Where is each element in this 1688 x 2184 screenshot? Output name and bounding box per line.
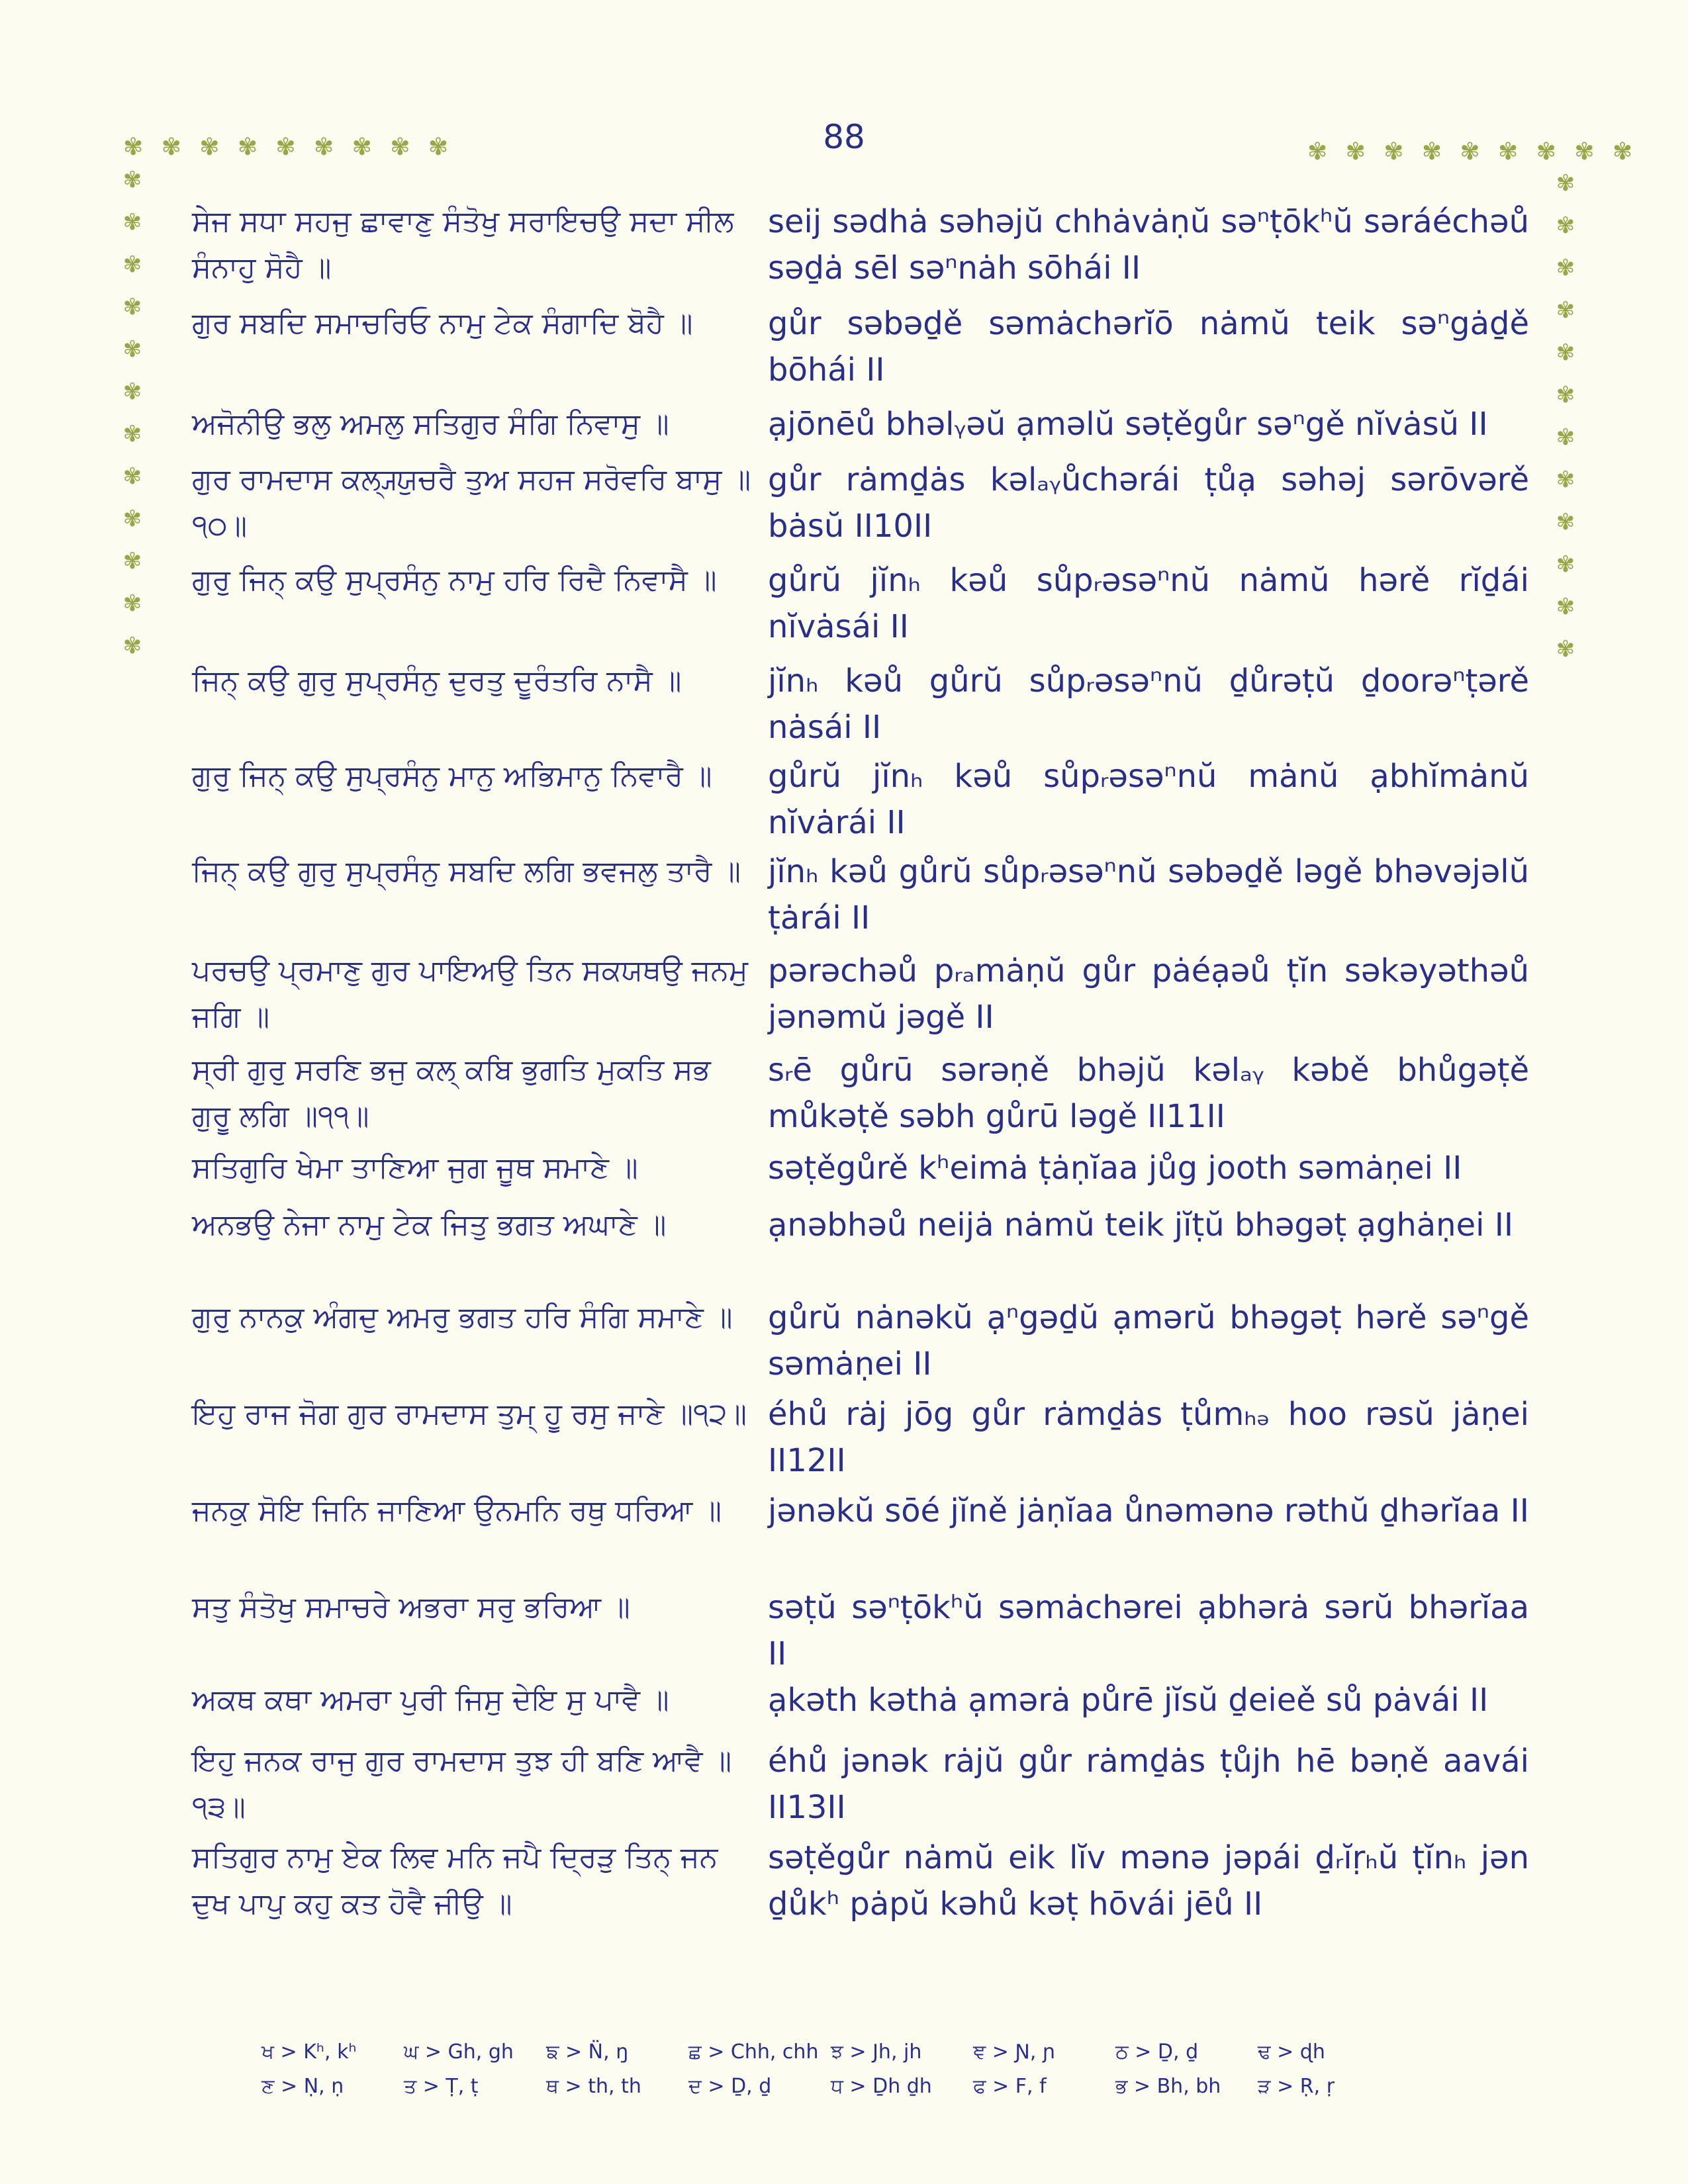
ornament-left-column: ✾ ✾ ✾ ✾ ✾ ✾ ✾ ✾ ✾ ✾ ✾ ✾: [122, 167, 142, 659]
verse-row: [192, 1047, 1529, 1145]
transliteration-line: seij sədhȧ səhəjŭ chhȧvȧṇŭ səⁿṭōkʰŭ səráéchəů səḏȧ sēl səⁿnȧh sōhái II: [768, 203, 1529, 287]
legend-row: [261, 2070, 1453, 2104]
legend-item: ਠ > Ḏ, ḏ: [1115, 2040, 1199, 2064]
transliteration-line: səṭŭ səⁿṭōkʰŭ səmȧchərei ạbhərȧ sərŭ bhərĭaa II: [768, 1589, 1529, 1672]
gurmukhi-line: ਜਨਕੁ ਸੋਇ ਜਿਨਿ ਜਾਣਿਆ ਉਨਮਨਿ ਰਥੁ ਧਰਿਆ ॥: [192, 1494, 722, 1527]
transliteration-line: gůrŭ jĭnₕ kəů sůpᵣəsəⁿnŭ mȧnŭ ạbhĭmȧnŭ nĭvȧrái II: [768, 758, 1529, 841]
gurmukhi-line: ਅਜੋਨੀਉ ਭਲੁ ਅਮਲੁ ਸਤਿਗੁਰ ਸੰਗਿ ਨਿਵਾਸੁ ॥: [192, 407, 669, 441]
legend-item: ਫ > F, f: [973, 2075, 1047, 2098]
gurmukhi-line: ਇਹੁ ਰਾਜ ਜੋਗ ਗੁਰ ਰਾਮਦਾਸ ਤੁਮ੍ ਹੂ ਰਸੁ ਜਾਣੇ ॥੧੨॥: [192, 1397, 747, 1431]
transliteration-line: gůrŭ nȧnəkŭ ạⁿgəḏŭ ạmərŭ bhəgəṭ hərě səⁿgě səmȧṇei II: [768, 1299, 1529, 1383]
transliteration-line: jənəkŭ sōé jĭně jȧṇĭaa ůnəmənə rəthŭ ḏhərĭaa II: [768, 1492, 1529, 1529]
gurmukhi-line: ਗੁਰੁ ਜਿਨ੍ ਕਉ ਸੁਪ੍ਰਸੰਨੁ ਮਾਨੁ ਅਭਿਮਾਨੁ ਨਿਵਾਰੈ ॥: [192, 759, 712, 793]
legend-item: ਙ > N̈, ŋ: [546, 2040, 629, 2064]
transliteration-line: pərəchəů pᵣₐmȧṇŭ gůr pȧéạəů ṭĭn səkəyəthəů jənəmŭ jəgě II: [768, 952, 1529, 1036]
gurmukhi-line: ਇਹੁ ਜਨਕ ਰਾਜੁ ਗੁਰ ਰਾਮਦਾਸ ਤੁਝ ਹੀ ਬਣਿ ਆਵੈ ॥੧੩॥: [192, 1744, 732, 1824]
legend-item: ਝ > Jh, jh: [831, 2040, 922, 2064]
verse-row: [192, 1584, 1529, 1677]
legend-item: ਖ > Kʰ, kʰ: [261, 2040, 357, 2064]
legend-item: ਦ > Ḏ, ḏ: [688, 2075, 772, 2098]
legend-item: ਣ > Ṇ, ṇ: [261, 2075, 344, 2098]
gurmukhi-line: ਸ੍ਰੀ ਗੁਰੁ ਸਰਣਿ ਭਜੁ ਕਲ੍ ਕਬਿ ਭੁਗਤਿ ਮੁਕਤਿ ਸਭ ਗੁਰੂ ਲਗਿ ॥੧੧॥: [192, 1053, 711, 1133]
verse-row: [192, 1488, 1529, 1584]
transliteration-line: gůr səbəḏě səmȧchərĭō nȧmŭ teik səⁿgȧḏě bōhái II: [768, 305, 1529, 388]
verse-row: [192, 1145, 1529, 1202]
verse-row: [192, 1738, 1529, 1835]
gurmukhi-line: ਜਿਨ੍ ਕਉ ਗੁਰੁ ਸੁਪ੍ਰਸੰਨੁ ਸਬਦਿ ਲਗਿ ਭਵਜਲੁ ਤਾਰੈ ॥: [192, 854, 741, 888]
gurmukhi-line: ਸਤਿਗੁਰ ਨਾਮੁ ਏਕ ਲਿਵ ਮਨਿ ਜਪੈ ਦ੍ਰਿੜੁ ਤਿਨ੍ ਜਨ ਦੁਖ ਪਾਪੁ ਕਹੁ ਕਤ ਹੋਵੈ ਜੀਉ ॥: [192, 1841, 718, 1921]
gurmukhi-line: ਗੁਰ ਸਬਦਿ ਸਮਾਚਰਿਓ ਨਾਮੁ ਟੇਕ ਸੰਗਾਦਿ ਬੋਹੈ ॥: [192, 306, 693, 340]
legend-item: ਧ > Ḏh ḏh: [831, 2075, 932, 2098]
gurmukhi-line: ਜਿਨ੍ ਕਉ ਗੁਰੁ ਸੁਪ੍ਰਸੰਨੁ ਦੁਰਤੁ ਦੂਰੰਤਰਿ ਨਾਸੈ ॥: [192, 664, 682, 698]
legend-item: ੜ > Ṛ, ṛ: [1258, 2075, 1335, 2098]
legend-item: ਤ > Ṭ, ṭ: [404, 2075, 479, 2098]
gurmukhi-line: ਗੁਰ ਰਾਮਦਾਸ ਕਲ੍ਯ੍ਯੁਚਰੈ ਤੁਅ ਸਹਜ ਸਰੋਵਰਿ ਬਾਸੁ ॥੧੦॥: [192, 463, 751, 543]
gurmukhi-line: ਅਕਥ ਕਥਾ ਅਮਰਾ ਪੁਰੀ ਜਿਸੁ ਦੇਇ ਸੁ ਪਾਵੈ ॥: [192, 1683, 669, 1717]
transliteration-line: səṭěgůrě kʰeimȧ ṭȧṇĭaa jůg jooth səmȧṇei II: [768, 1150, 1462, 1187]
gurmukhi-line: ਗੁਰੁ ਜਿਨ੍ ਕਉ ਸੁਪ੍ਰਸੰਨੁ ਨਾਮੁ ਹਰਿ ਰਿਦੈ ਨਿਵਾਸੈ ॥: [192, 563, 717, 597]
transliteration-line: ạnəbhəů neijȧ nȧmŭ teik jĭṭŭ bhəgəṭ ạghȧṇei II: [768, 1206, 1514, 1244]
gurmukhi-line: ਸਤਿਗੁਰਿ ਖੇਮਾ ਤਾਣਿਆ ਜੁਗ ਜੂਥ ਸਮਾਣੇ ॥: [192, 1151, 638, 1185]
verse-row: [192, 848, 1529, 948]
verse-row: [192, 658, 1529, 753]
legend-row: [261, 2035, 1453, 2070]
legend-item: ਞ > Ɲ, ɲ: [973, 2040, 1056, 2064]
transliteration-line: ạkəth kəthȧ ạmərȧ půrē jĭsŭ ḏeieě sů pȧvái II: [768, 1682, 1489, 1719]
verse-row: [192, 1677, 1529, 1738]
verse-row: [192, 948, 1529, 1047]
transliteration-line: gůrŭ jĭnₕ kəů sůpᵣəsəⁿnŭ nȧmŭ hərě rĭḏái nĭvȧsái II: [768, 562, 1529, 645]
ornament-right-column: ✾ ✾ ✾ ✾ ✾ ✾ ✾ ✾ ✾ ✾ ✾ ✾: [1556, 170, 1575, 662]
gurmukhi-line: ਸੇਜ ਸਧਾ ਸਹਜੁ ਛਾਵਾਣੁ ਸੰਤੋਖੁ ਸਰਾਇਚਉ ਸਦਾ ਸੀਲ ਸੰਨਾਹੁ ਸੋਹੈ ॥: [192, 205, 734, 285]
transliteration-legend: [261, 2035, 1453, 2104]
legend-item: ਥ > th, th: [546, 2075, 641, 2098]
transliteration-line: éhů jənək rȧjŭ gůr rȧmḏȧs ṭůjh hē bəṇě aavái II13II: [768, 1743, 1529, 1826]
verse-row: [192, 557, 1529, 658]
transliteration-line: gůr rȧmḏȧs kəlₐᵧůchərái ṭůạ səhəj sərōvərě bȧsŭ II10II: [768, 461, 1529, 545]
verse-row: [192, 300, 1529, 401]
legend-item: ਭ > Bh, bh: [1115, 2075, 1221, 2098]
transliteration-line: jĭnₕ kəů gůrŭ sůpᵣəsəⁿnŭ ḏůrəṭŭ ḏoorəⁿṭərě nȧsái II: [768, 662, 1529, 746]
legend-item: ਛ > Chh, chh: [688, 2040, 819, 2064]
verse-row: [192, 753, 1529, 848]
gurmukhi-line: ਸਤੁ ਸੰਤੋਖੁ ਸਮਾਚਰੇ ਅਭਰਾ ਸਰੁ ਭਰਿਆ ॥: [192, 1590, 630, 1624]
ornament-top-left: ✾ ✾ ✾ ✾ ✾ ✾ ✾ ✾ ✾: [123, 134, 454, 161]
verse-row: [192, 457, 1529, 557]
transliteration-line: sᵣē gůrū sərəṇě bhəjŭ kəlₐᵧ kəbě bhůgəṭě můkəṭě səbh gůrū ləgě II11II: [768, 1052, 1529, 1135]
verse-row: [192, 1202, 1529, 1295]
verse-row: [192, 199, 1529, 300]
transliteration-line: səṭěgůr nȧmŭ eik lĭv mənə jəpái ḏᵣĭṛₕŭ ṭĭnₕ jən ḏůkʰ pȧpŭ kəhů kəṭ hōvái jēů II: [768, 1839, 1529, 1923]
gurmukhi-line: ਗੁਰੁ ਨਾਨਕੁ ਅੰਗਦੁ ਅਮਰੁ ਭਗਤ ਹਰਿ ਸੰਗਿ ਸਮਾਣੇ ॥: [192, 1300, 733, 1334]
transliteration-line: éhů rȧj jōg gůr rȧmḏȧs ṭůmₕₔ hoo rəsŭ jȧṇei II12II: [768, 1396, 1529, 1479]
gurmukhi-line: ਪਰਚਉ ਪ੍ਰਮਾਣੁ ਗੁਰ ਪਾਇਅਉ ਤਿਨ ਸਕਯਥਉ ਜਨਮੁ ਜਗਿ ॥: [192, 954, 748, 1034]
page-number: 88: [823, 118, 865, 156]
verse-row: [192, 401, 1529, 457]
transliteration-line: jĭnₕ kəů gůrŭ sůpᵣəsəⁿnŭ səbəḏě ləgě bhəvəjəlŭ ṭȧrái II: [768, 853, 1529, 936]
verse-table: [192, 199, 1529, 1931]
transliteration-line: ạjōnēů bhəlᵧəŭ ạməlŭ səṭěgůr səⁿgě nĭvȧsŭ II: [768, 406, 1488, 443]
verse-row: [192, 1295, 1529, 1391]
legend-item: ਢ > ɖh: [1258, 2040, 1325, 2064]
verse-row: [192, 1391, 1529, 1488]
legend-item: ਘ > Gh, gh: [404, 2040, 514, 2064]
ornament-top-right: ✾ ✾ ✾ ✾ ✾ ✾ ✾ ✾ ✾: [1307, 138, 1638, 165]
verse-row: [192, 1835, 1529, 1931]
gurmukhi-line: ਅਨਭਉ ਨੇਜਾ ਨਾਮੁ ਟੇਕ ਜਿਤੁ ਭਗਤ ਅਘਾਣੇ ॥: [192, 1208, 667, 1242]
